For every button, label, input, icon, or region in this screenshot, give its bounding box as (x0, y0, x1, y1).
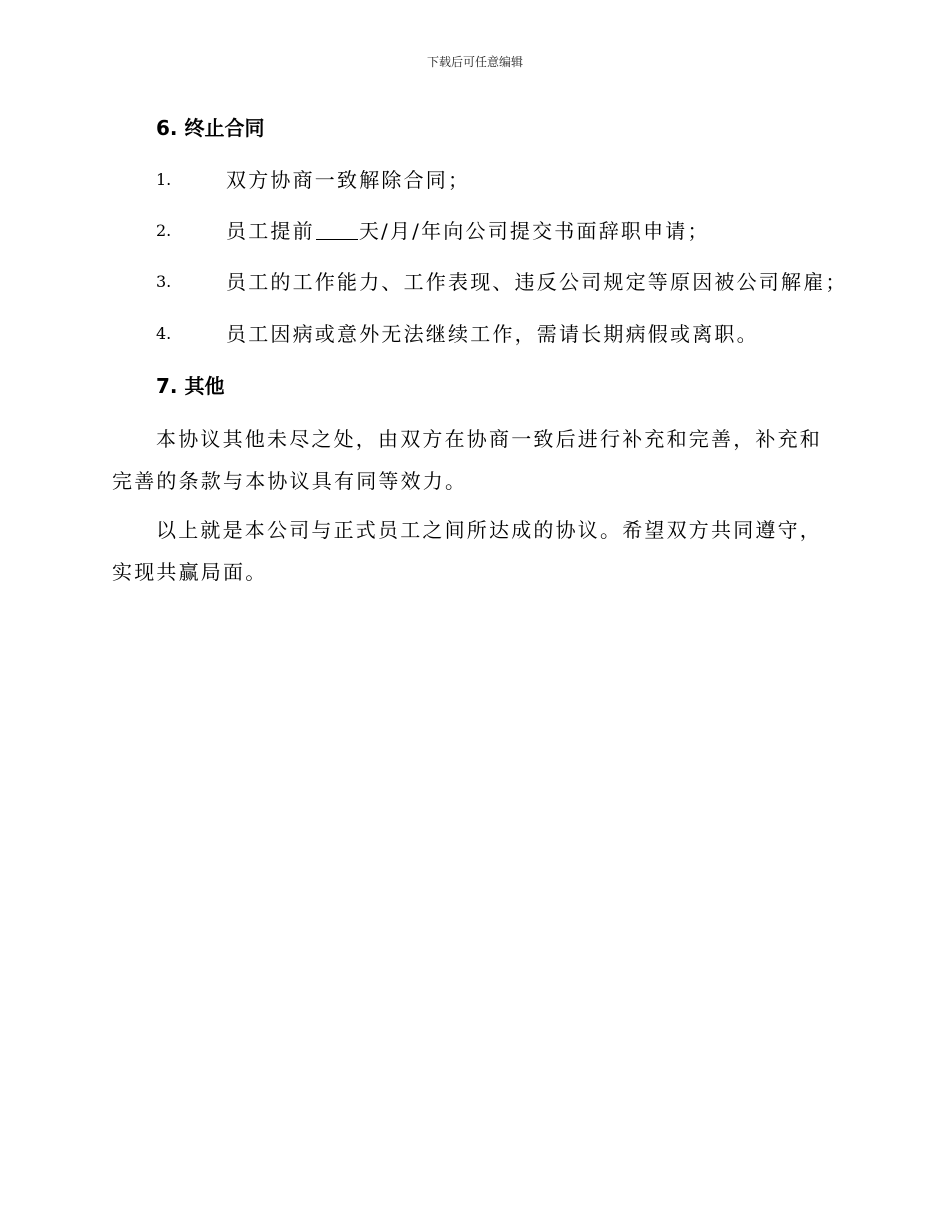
list-item-text: 双方协商一致解除合同； (226, 168, 471, 192)
body-paragraph: 以上就是本公司与正式员工之间所达成的协议。希望双方共同遵守，实现共赢局面。 (112, 518, 822, 584)
section-heading-other: 7. 其他 (156, 374, 225, 398)
list-item (156, 320, 836, 348)
list-item-text-after: 天/月/年向公司提交书面辞职申请； (358, 219, 710, 243)
list-item-text: 员工的工作能力、工作表现、违反公司规定等原因被公司解雇； (226, 270, 848, 294)
list-item-text-before: 员工提前 (226, 219, 315, 243)
list-item-number: 2. (156, 221, 172, 240)
section-heading-termination: 6. 终止合同 (156, 116, 265, 140)
list-item (156, 217, 836, 245)
header-note: 下载后可任意编辑 (426, 55, 523, 69)
list-item-number: 3. (156, 272, 172, 291)
list-item-number: 1. (156, 170, 172, 189)
body-paragraph: 本协议其他未尽之处，由双方在协商一致后进行补充和完善，补充和完善的条款与本协议具有同等效力。 (112, 427, 822, 493)
list-item-text (226, 217, 710, 245)
list-item-text: 员工因病或意外无法继续工作，需请长期病假或离职。 (226, 322, 759, 346)
fill-in-blank (316, 219, 358, 240)
list-item (156, 166, 836, 194)
list-item-number: 4. (156, 324, 172, 343)
list-item (156, 268, 848, 296)
